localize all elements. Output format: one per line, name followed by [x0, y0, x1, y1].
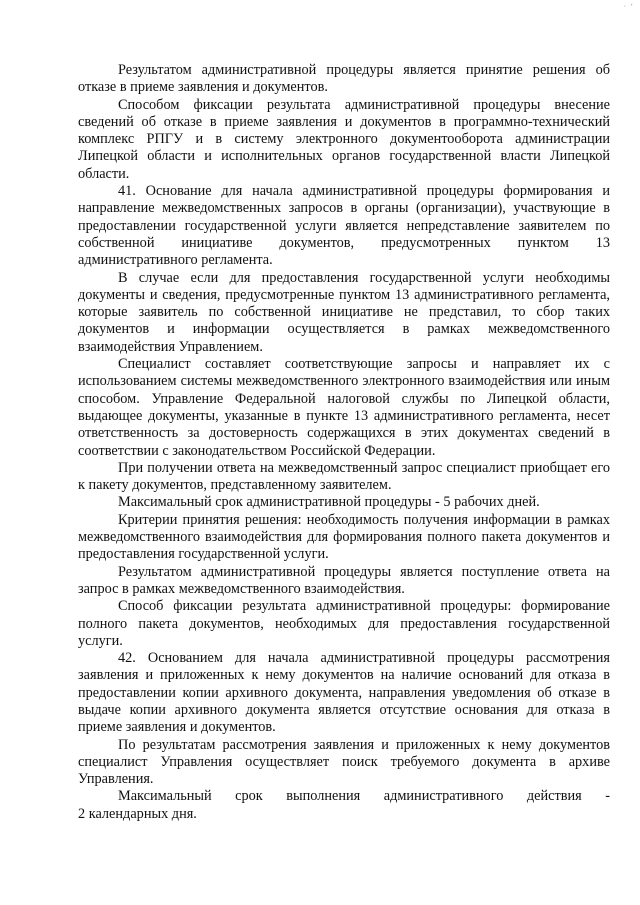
paragraph-interagency-case: В случае если для предоставления государственной услуги необходимы документы и сведения, предусмотренные пунктом 13 административного регламента, которые заявитель по собственной инициативе не представил, то сбор таких документов и информации осуществляется в рамках межведомственного взаимодействия Управлением. [78, 269, 610, 355]
paragraph-max-action-term: Максимальный срок выполнения административного действия - [118, 788, 610, 805]
paragraph-max-term-5-days: Максимальный срок административной процедуры - 5 рабочих дней. [118, 494, 540, 511]
paragraph-item-42: 42. Основанием для начала административной процедуры рассмотрения заявления и приложенных к нему документов на наличие оснований для отказа в предоставлении копии архивного документа, направления уведомления об отказе в выдаче копии архивного документа является отсутствие основания для отказа в приеме заявления и документов. [78, 650, 610, 736]
paragraph-fixation-method: Способом фиксации результата административной процедуры внесение сведений об отказе в приеме заявления и документов в программно-технический комплекс РПГУ и в систему электронного документооборота администрации Липецкой области и исполнительных органов государственной власти Липецкой области. [78, 96, 610, 182]
scan-corner-mark: · ‘ [623, 2, 634, 11]
paragraph-result-response: Результатом административной процедуры является поступление ответа на запрос в рамках межведомственного взаимодействия. [78, 563, 610, 597]
paragraph-result-refusal: Результатом административной процедуры является принятие решения об отказе в приеме заявления и документов. [78, 62, 610, 96]
document-body [78, 62, 610, 823]
paragraph-fixation-package: Способ фиксации результата административной процедуры: формирование полного пакета документов, необходимых для предоставления государственной услуги. [78, 598, 610, 649]
paragraph-two-days: 2 календарных дня. [78, 805, 197, 822]
paragraph-response-attach: При получении ответа на межведомственный запрос специалист приобщает его к пакету документов, представленному заявителем. [78, 459, 610, 494]
paragraph-decision-criteria: Критерии принятия решения: необходимость получения информации в рамках межведомственного взаимодействия для формирования полного пакета документов и предоставления государственной услуги. [78, 511, 610, 563]
paragraph-specialist-requests: Специалист составляет соответствующие запросы и направляет их с использованием системы межведомственного электронного взаимодействия или иным способом. Управление Федеральной налоговой службы по Липецкой области, выдающее документы, указанные в пункте 13 административного регламента, несет ответственность за достоверность содержащихся в этих документах сведений в соответствии с законодательством Российской Федерации. [78, 356, 610, 459]
paragraph-search-archive: По результатам рассмотрения заявления и приложенных к нему документов специалист Управления осуществляет поиск требуемого документа в архиве Управления. [78, 736, 610, 788]
paragraph-item-41: 41. Основание для начала административной процедуры формирования и направление межведомственных запросов в органы (организации), участвующие в предоставлении государственной услуги является непредставление заявителем по собственной инициативе документов, предусмотренных пунктом 13 административного регламента. [78, 183, 610, 269]
